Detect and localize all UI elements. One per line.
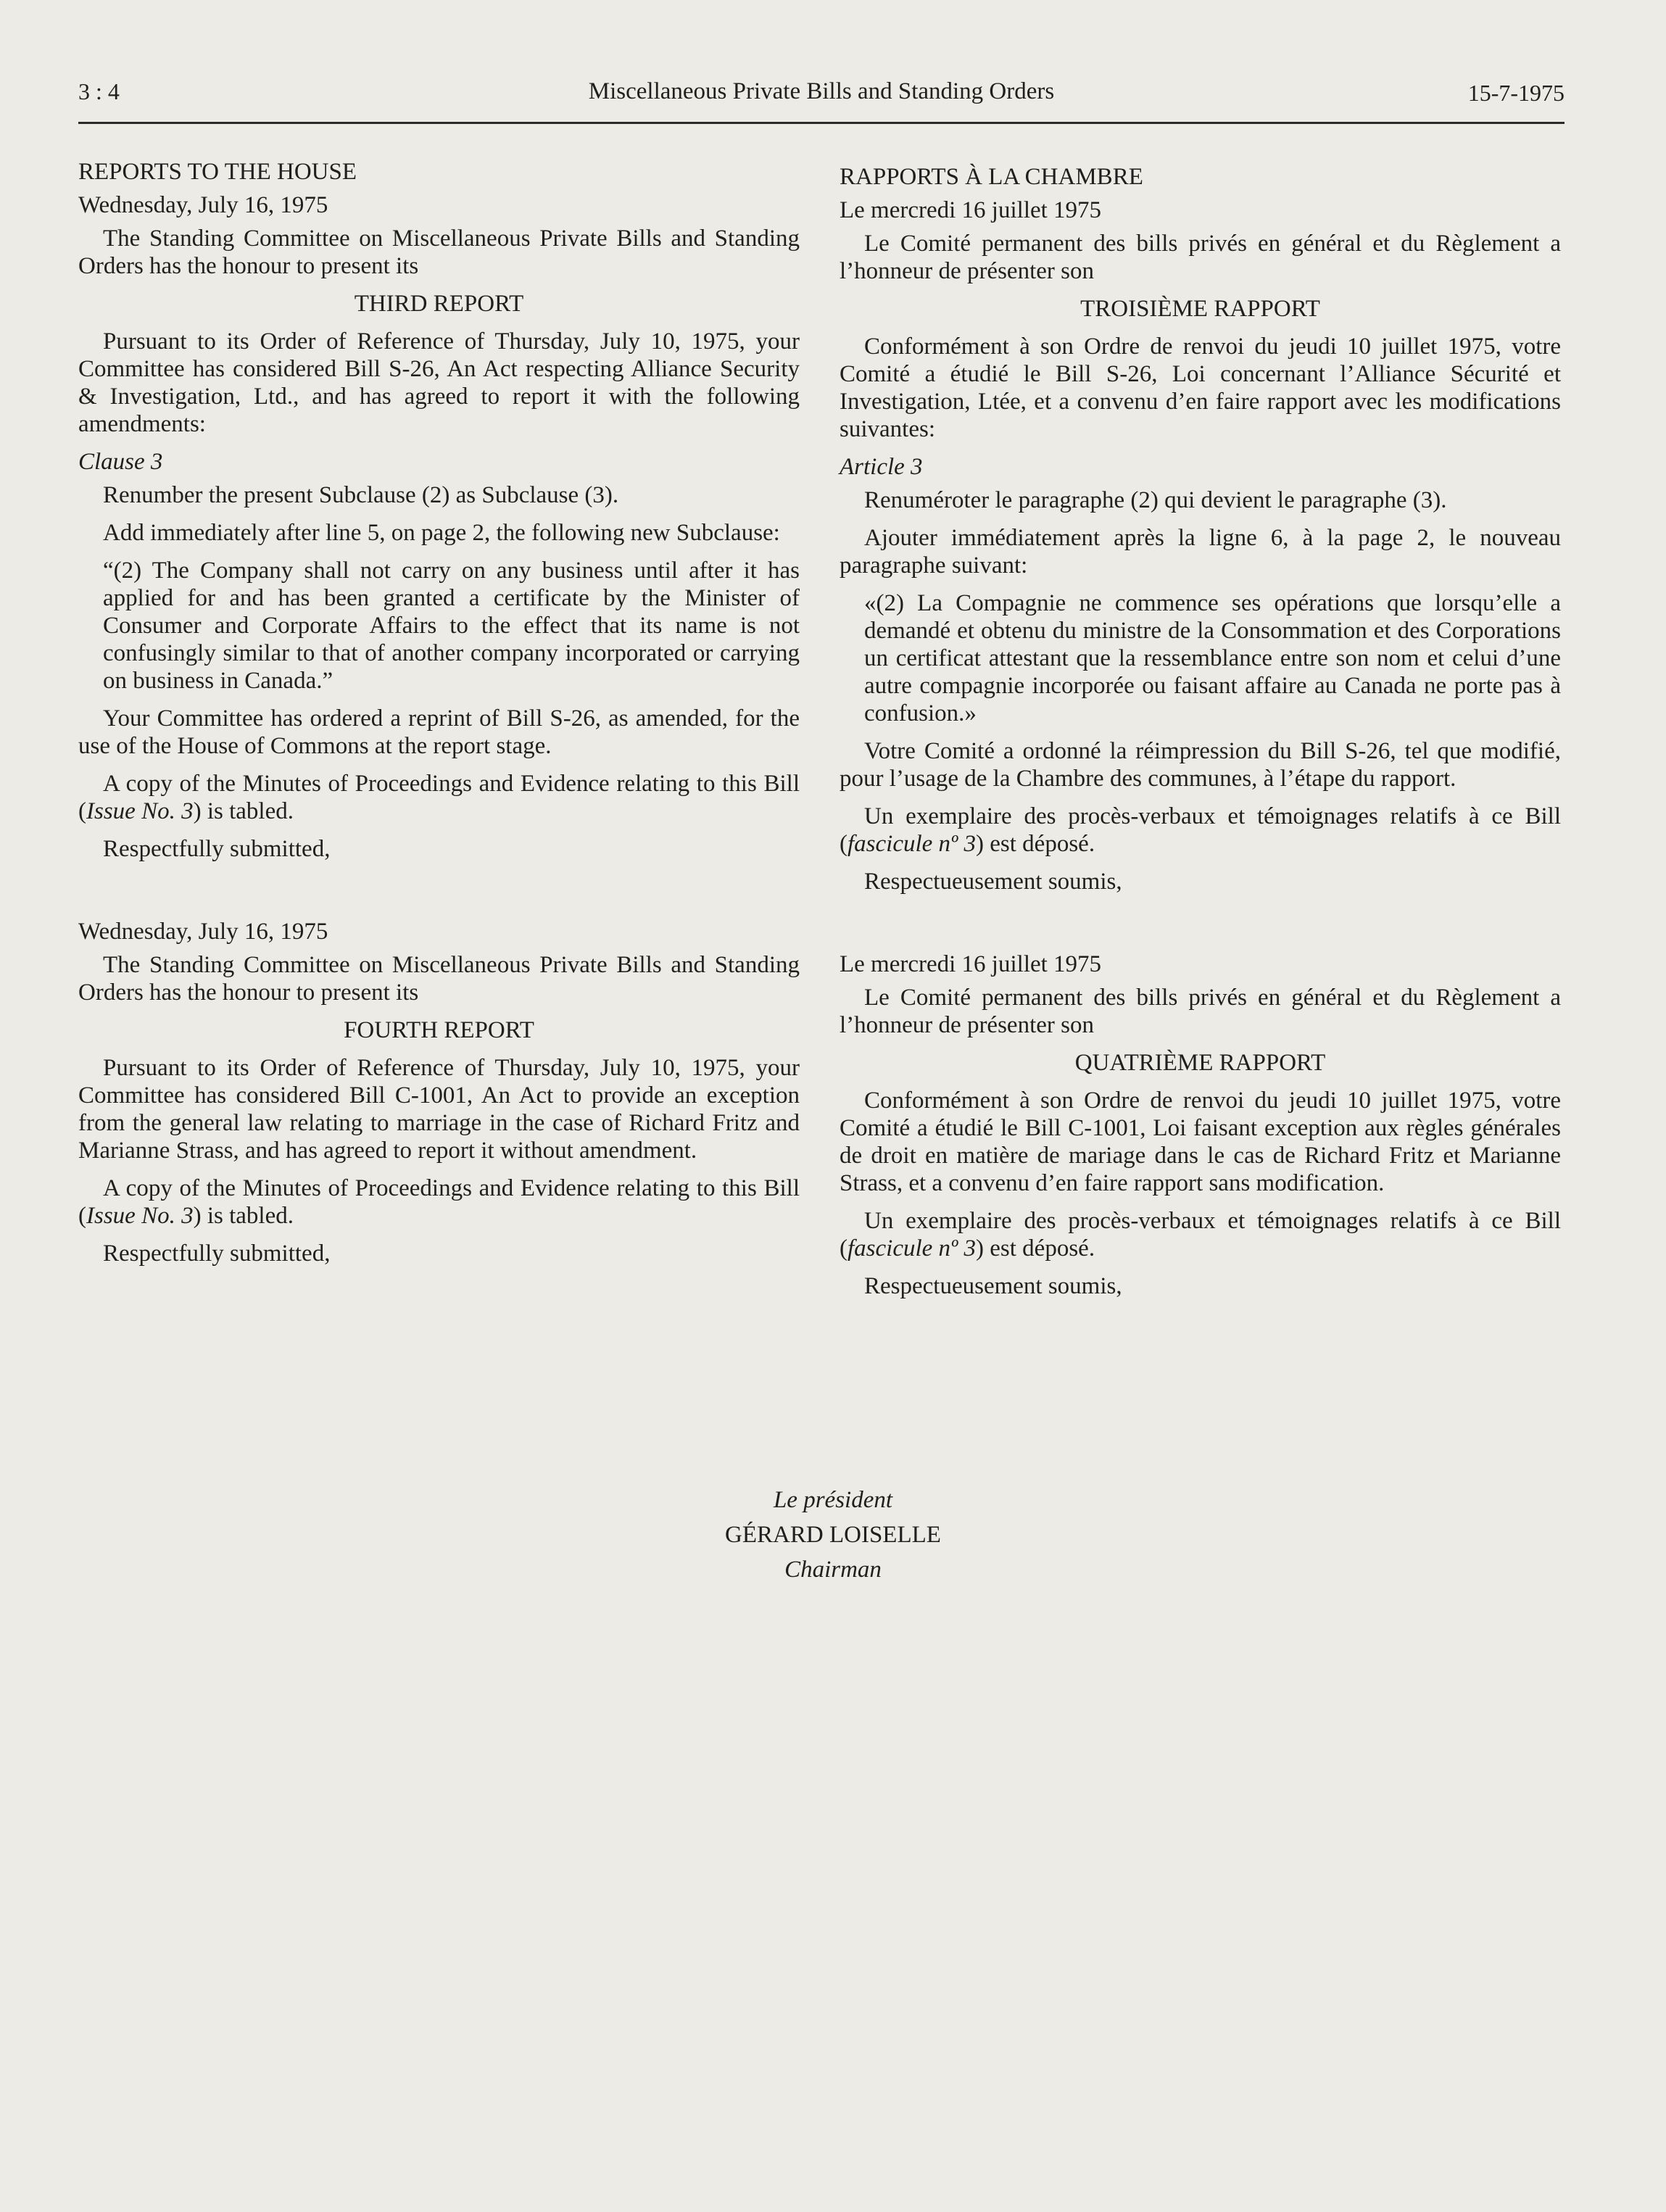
clause-label: Article 3 (840, 454, 923, 480)
section-title: REPORTS TO THE HOUSE (78, 159, 357, 185)
closing: Respectfully submitted, (103, 836, 331, 862)
minutes-note: Un exemplaire des procès-verbaux et témoignages relatifs à ce Bill (fascicule nº 3) est déposé. (840, 803, 1561, 857)
report-intro: The Standing Committee on Miscellaneous Private Bills and Standing Orders has the honour to present its (78, 225, 800, 279)
minutes-note: A copy of the Minutes of Proceedings and Evidence relating to this Bill (Issue No. 3) is tabled. (78, 771, 800, 824)
closing: Respectfully submitted, (103, 1240, 331, 1267)
signature-block (0, 1483, 1666, 1587)
minutes-note: Un exemplaire des procès-verbaux et témoignages relatifs à ce Bill (fascicule nº 3) est déposé. (840, 1208, 1561, 1262)
report-paragraph: Your Committee has ordered a reprint of Bill S-26, as amended, for the use of the House of Commons at the report stage. (78, 705, 800, 759)
chair-name: GÉRARD LOISELLE (725, 1522, 941, 1548)
report-paragraph: Ajouter immédiatement après la ligne 6, à la page 2, le nouveau paragraphe suivant: (840, 525, 1561, 579)
report-intro: Le Comité permanent des bills privés en général et du Règlement a l’honneur de présenter son (840, 231, 1561, 284)
report-intro: Le Comité permanent des bills privés en général et du Règlement a l’honneur de présenter son (840, 985, 1561, 1038)
report-title: THIRD REPORT (354, 291, 524, 317)
header-date: 15-7-1975 (1467, 80, 1565, 106)
clause-label: Clause 3 (78, 449, 163, 475)
report-paragraph: Conformément à son Ordre de renvoi du jeudi 10 juillet 1975, votre Comité a étudié le Bill C-1001, Loi faisant exception aux règles générales de droit en matière de mariage dans le cas de Richard Fritz et Marianne Strass, et a convenu d’en faire rapport sans modification. (840, 1088, 1561, 1196)
amendment-quote: “(2) The Company shall not carry on any business until after it has applied for and has been granted a certificate by the Minister of Consumer and Corporate Affairs to the effect that its name is not confusingly similar to that of another company incorporated or carrying on business in Canada.” (103, 558, 800, 694)
closing: Respectueusement soumis, (864, 869, 1122, 895)
closing: Respectueusement soumis, (864, 1273, 1122, 1299)
page-number: 3 : 4 (78, 78, 120, 104)
chair-title-fr: Le président (773, 1487, 893, 1513)
running-title: Miscellaneous Private Bills and Standing Orders (588, 78, 1055, 104)
page-header (78, 78, 1565, 124)
report-date: Wednesday, July 16, 1975 (78, 192, 328, 218)
section-title: RAPPORTS À LA CHAMBRE (840, 164, 1143, 190)
report-title: QUATRIÈME RAPPORT (1074, 1050, 1326, 1076)
report-paragraph: Pursuant to its Order of Reference of Thursday, July 10, 1975, your Committee has considered Bill C-1001, An Act to provide an exception from the general law relating to marriage in the case of Richard Fritz and Marianne Strass, and has agreed to report it without amendment. (78, 1055, 800, 1164)
chair-title-en: Chairman (784, 1557, 882, 1583)
report-date: Wednesday, July 16, 1975 (78, 919, 328, 945)
report-paragraph: Renumber the present Subclause (2) as Subclause (3). (103, 482, 619, 508)
report-title: TROISIÈME RAPPORT (1080, 296, 1320, 322)
french-column (840, 163, 1561, 1310)
report-paragraph: Pursuant to its Order of Reference of Thursday, July 10, 1975, your Committee has considered Bill S-26, An Act respecting Alliance Security & Investigation, Ltd., and has agreed to report it with the following amendments: (78, 328, 800, 437)
report-date: Le mercredi 16 juillet 1975 (840, 197, 1102, 223)
report-paragraph: Renuméroter le paragraphe (2) qui devient le paragraphe (3). (864, 487, 1447, 513)
report-title: FOURTH REPORT (344, 1017, 534, 1043)
report-paragraph: Add immediately after line 5, on page 2, the following new Subclause: (103, 520, 780, 546)
report-date: Le mercredi 16 juillet 1975 (840, 951, 1102, 977)
english-column (78, 158, 800, 1277)
amendment-quote: «(2) La Compagnie ne commence ses opérations que lorsqu’elle a demandé et obtenu du ministre de la Consommation et des Corporations un certificat attestant que la ressemblance entre son nom et celui d’une autre compagnie incorporée ou faisant affaire au Canada ne porte pas à confusion.» (864, 590, 1561, 726)
minutes-note: A copy of the Minutes of Proceedings and Evidence relating to this Bill (Issue No. 3) is tabled. (78, 1175, 800, 1229)
report-paragraph: Votre Comité a ordonné la réimpression du Bill S-26, tel que modifié, pour l’usage de la Chambre des communes, à l’étape du rapport. (840, 738, 1561, 792)
report-intro: The Standing Committee on Miscellaneous Private Bills and Standing Orders has the honour to present its (78, 952, 800, 1006)
report-paragraph: Conformément à son Ordre de renvoi du jeudi 10 juillet 1975, votre Comité a étudié le Bill S-26, Loi concernant l’Alliance Sécurité et Investigation, Ltée, et a convenu d’en faire rapport avec les modifications suivantes: (840, 334, 1561, 442)
